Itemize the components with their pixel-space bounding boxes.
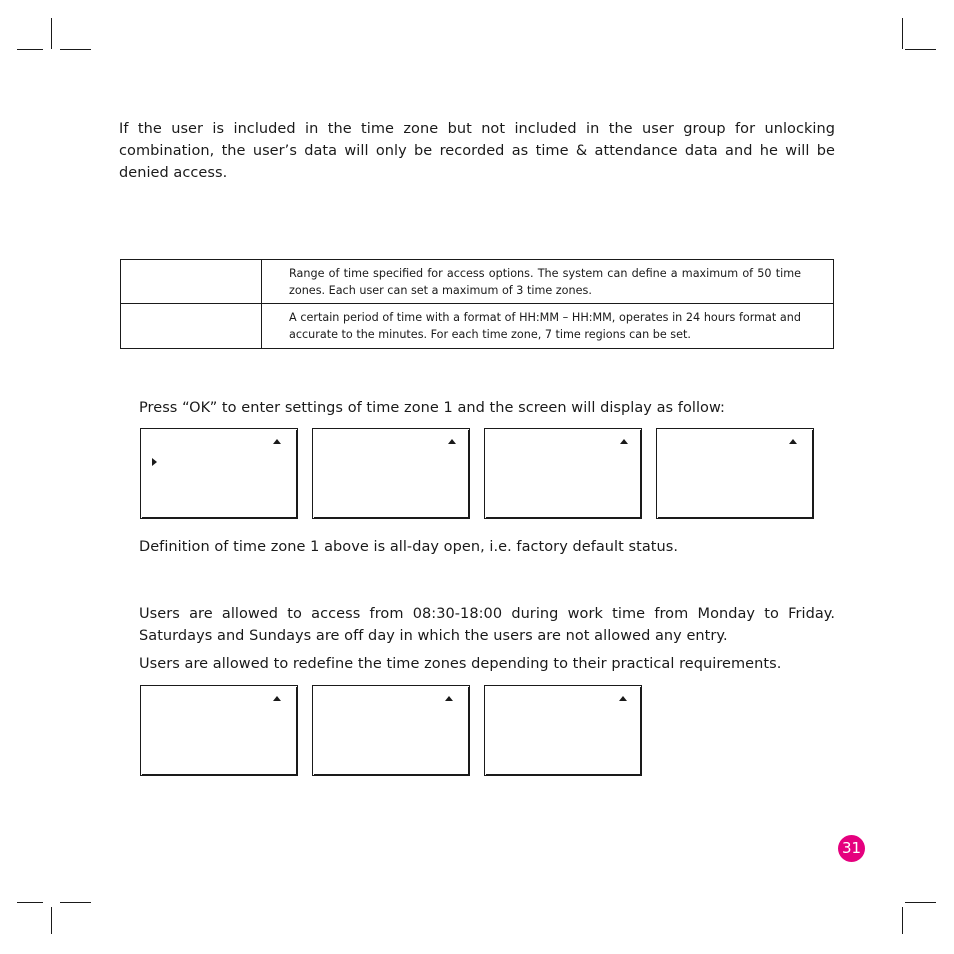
redefine-note: Users are allowed to redefine the time zones depending to their practical requirements.: [139, 656, 782, 672]
crop-mark: [60, 902, 91, 903]
up-arrow-icon: [445, 696, 453, 701]
intro-paragraph: If the user is included in the time zone but not included in the user group for unlocking combination, the user’s data will only be recorded as time & attendance data and he will be denied access.: [119, 121, 835, 181]
table-row: [121, 304, 834, 349]
right-pointer-icon: [152, 458, 157, 466]
lcd-screen: [484, 685, 642, 776]
term-cell: [121, 304, 262, 349]
up-arrow-icon: [448, 439, 456, 444]
table-row: [121, 260, 834, 304]
up-arrow-icon: [620, 439, 628, 444]
up-arrow-icon: [273, 439, 281, 444]
crop-mark: [51, 907, 52, 934]
crop-mark: [17, 49, 43, 50]
crop-mark: [905, 49, 936, 50]
crop-mark: [902, 18, 903, 49]
lcd-screen: [140, 685, 298, 776]
crop-mark: [17, 902, 43, 903]
term-cell: [121, 260, 262, 304]
crop-mark: [60, 49, 91, 50]
definition-note: Definition of time zone 1 above is all-day open, i.e. factory default status.: [139, 539, 679, 555]
crop-mark: [51, 18, 52, 49]
up-arrow-icon: [619, 696, 627, 701]
crop-mark: [902, 907, 903, 934]
description-cell: Range of time specified for access options. The system can define a maximum of 50 time zones. Each user can set a maximum of 3 time zones.: [262, 260, 834, 304]
example-paragraph: Users are allowed to access from 08:30-18:00 during work time from Monday to Friday. Saturdays and Sundays are off day in which the users are not allowed any entry.: [139, 606, 835, 644]
page-number-badge: 31: [838, 835, 865, 862]
description-cell: A certain period of time with a format of HH:MM – HH:MM, operates in 24 hours format and accurate to the minutes. For each time zone, 7 time regions can be set.: [262, 304, 834, 349]
lcd-screen: [312, 428, 470, 519]
lcd-screen: [484, 428, 642, 519]
definitions-table: [120, 259, 834, 349]
lcd-screen: [656, 428, 814, 519]
lcd-screen: [140, 428, 298, 519]
up-arrow-icon: [789, 439, 797, 444]
lcd-screen: [312, 685, 470, 776]
press-ok-instruction: Press “OK” to enter settings of time zone 1 and the screen will display as follow:: [139, 400, 725, 416]
crop-mark: [905, 902, 936, 903]
up-arrow-icon: [273, 696, 281, 701]
